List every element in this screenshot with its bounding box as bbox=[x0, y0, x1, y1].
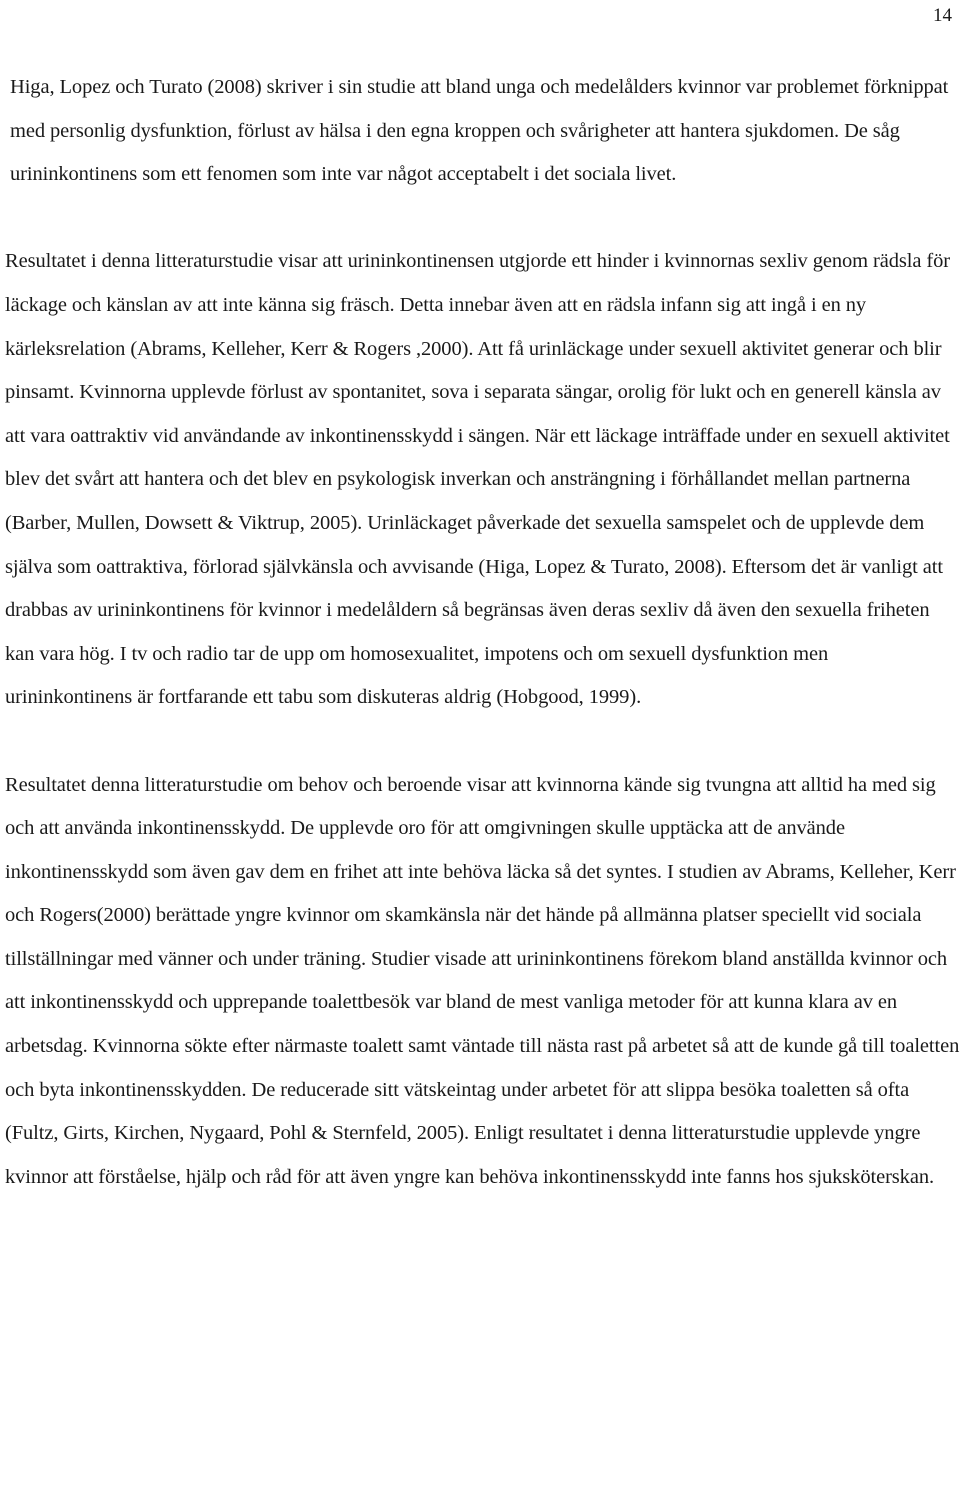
paragraph-behov-och-beroende: Resultatet denna litteraturstudie om behov och beroende visar att kvinnorna kände sig tvungna att alltid ha med sig och att använda inkontinensskydd. De upplevde oro för att omgivningen skulle upptäcka att de använde inkontinensskydd som även gav dem en frihet att inte behöva läcka så det syntes. I studien av Abrams, Kelleher, Kerr och Rogers(2000) berättade yngre kvinnor om skamkänsla när det hände på allmänna platser speciellt vid sociala tillställningar med vänner och under träning. Studier visade att urininkontinens förekom bland anställda kvinnor och att inkontinensskydd och upprepande toalettbesök var bland de mest vanliga metoder för att kunna klara av en arbetsdag. Kvinnorna sökte efter närmaste toalett samt väntade till nästa rast på arbetet så att de kunde gå till toaletten och byta inkontinensskydden. De reducerade sitt vätskeintag under arbetet för att slippa besöka toaletten så ofta (Fultz, Girts, Kirchen, Nygaard, Pohl & Sternfeld, 2005). Enligt resultatet i denna litteraturstudie upplevde yngre kvinnor att förståelse, hjälp och råd för att även yngre kan behöva inkontinensskydd inte fanns hos sjuksköterskan. bbox=[5, 773, 960, 1188]
paragraph-higa-lopez-turato: Higa, Lopez och Turato (2008) skriver i sin studie att bland unga och medelålders kvinnor var problemet förknippat med personlig dysfunktion, förlust av hälsa i den egna kroppen och svårigheter att hantera sjukdomen. De såg urininkontinens som ett fenomen som inte var något acceptabelt i det sociala livet. bbox=[10, 76, 949, 186]
page-body bbox=[5, 66, 960, 1199]
paragraph-sexliv: Resultatet i denna litteraturstudie visar att urininkontinensen utgjorde ett hinder i kvinnornas sexliv genom rädsla för läckage och känslan av att inte känna sig fräsch. Detta innebar även att en rädsla infann sig att ingå i en ny kärleksrelation (Abrams, Kelleher, Kerr & Rogers ,2000). Att få urinläckage under sexuell aktivitet generar och blir pinsamt. Kvinnorna upplevde förlust av spontanitet, sova i separata sängar, orolig för lukt och en generell känsla av att vara oattraktiv vid användande av inkontinensskydd i sängen. När ett läckage inträffade under en sexuell aktivitet blev det svårt att hantera och det blev en psykologisk inverkan och ansträngning i förhållandet mellan partnerna (Barber, Mullen, Dowsett & Viktrup, 2005). Urinläckaget påverkade det sexuella samspelet och de upplevde dem själva som oattraktiva, förlorad självkänsla och avvisande (Higa, Lopez & Turato, 2008). Eftersom det är vanligt att drabbas av urininkontinens för kvinnor i medelåldern så begränsas även deras sexliv då även den sexuella friheten kan vara hög. I tv och radio tar de upp om homosexualitet, impotens och om sexuell dysfunktion men urininkontinens är fortfarande ett tabu som diskuteras aldrig (Hobgood, 1999). bbox=[5, 250, 951, 709]
page-number: 14 bbox=[933, 5, 952, 26]
